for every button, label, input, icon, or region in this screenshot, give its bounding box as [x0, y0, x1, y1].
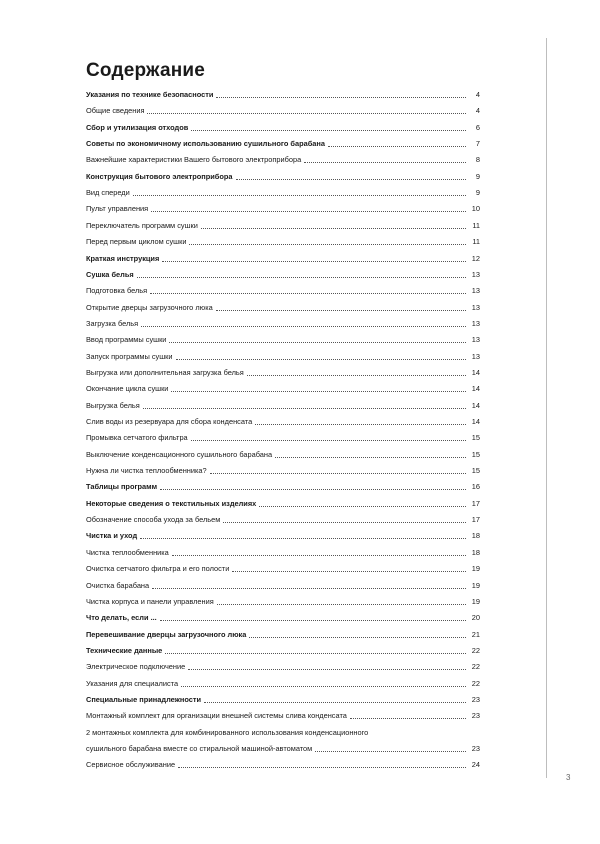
toc-entry [86, 429, 480, 443]
toc-entry [86, 266, 480, 280]
toc-entry-page: 11 [472, 220, 480, 230]
toc-entry-label: Краткая инструкция [86, 253, 160, 263]
toc-dot-leader [137, 276, 466, 278]
toc-dot-leader [223, 521, 466, 523]
toc-dot-leader [133, 194, 466, 196]
toc-entry-page: 23 [471, 744, 480, 753]
toc-entry-label: Слив воды из резервуара для сбора конденсата [86, 417, 253, 426]
toc-entry-page: 18 [471, 531, 480, 541]
toc-entry-page: 23 [471, 694, 480, 704]
toc-entry [86, 299, 480, 313]
toc-entry-label: Таблицы программ [86, 482, 158, 492]
toc-entry [86, 217, 480, 231]
toc-dot-leader [160, 619, 466, 621]
toc-dot-leader [217, 603, 466, 605]
toc-entry-label: Выгрузка или дополнительная загрузка белья [86, 367, 244, 377]
toc-entry [86, 102, 480, 116]
toc-entry [86, 609, 480, 623]
toc-entry [86, 478, 480, 492]
toc-dot-leader [191, 129, 466, 131]
toc-entry-page: 21 [471, 629, 480, 639]
toc-entry-page: 15 [471, 433, 480, 443]
toc-dot-leader [147, 112, 466, 114]
toc-dot-leader [204, 701, 466, 703]
toc-dot-leader [162, 260, 466, 262]
toc-entry [86, 200, 480, 214]
toc-dot-leader [188, 668, 466, 670]
toc-entry [86, 756, 480, 770]
toc-entry-page: 13 [471, 286, 480, 296]
toc-entry [86, 446, 480, 460]
toc-entry-label: Нужна ли чистка теплообменника? [86, 466, 207, 476]
toc-dot-leader [181, 685, 466, 687]
toc-entry-page: 12 [471, 253, 480, 263]
toc-entry-label: Указания для специалиста [86, 678, 179, 688]
toc-dot-leader [315, 750, 466, 752]
toc-dot-leader [178, 766, 466, 768]
toc-entry [86, 233, 480, 247]
toc-entry-label: Общие сведения [86, 106, 145, 116]
toc-entry [86, 151, 480, 165]
toc-entry-page: 19 [471, 596, 480, 606]
toc-entry [86, 724, 480, 738]
toc-entry-label: Перед первым циклом сушки [86, 237, 187, 247]
toc-entry-label: 2 монтажных комплекта для комбинированного использования конденсационного [86, 727, 369, 737]
toc-entry-page: 14 [471, 417, 480, 426]
toc-dot-leader [216, 309, 466, 311]
toc-entry-label: Вид спереди [86, 188, 130, 198]
toc-entry [86, 380, 480, 394]
toc-dot-leader [141, 325, 466, 327]
toc-entry [86, 168, 480, 182]
toc-dot-leader [328, 145, 466, 147]
toc-dot-leader [201, 227, 466, 229]
toc-entry-page: 17 [471, 498, 480, 508]
toc-entry-page: 17 [471, 515, 480, 525]
toc-entry [86, 527, 480, 541]
toc-dot-leader [350, 717, 466, 719]
toc-entry-label: Окончание цикла сушки [86, 384, 169, 394]
toc-entry-label: Специальные принадлежности [86, 694, 202, 704]
toc-entry-page: 23 [471, 711, 480, 721]
toc-dot-leader [160, 488, 466, 490]
toc-entry-page: 13 [471, 351, 480, 361]
toc-entry [86, 86, 480, 100]
toc-entry-label: Выключение конденсационного сушильного барабана [86, 449, 273, 459]
toc-entry [86, 560, 480, 574]
toc-dot-leader [259, 505, 466, 507]
toc-entry-label: Переключатель программ сушки [86, 220, 198, 230]
toc-entry [86, 184, 480, 198]
toc-entry-page: 7 [475, 139, 480, 149]
toc-entry [86, 740, 480, 754]
toc-entry-label: Что делать, если ... [86, 613, 157, 623]
toc-entry-page: 11 [472, 237, 480, 247]
side-page-number: 3 [566, 773, 571, 782]
toc-entry-label: Подготовка белья [86, 286, 148, 296]
toc-dot-leader [232, 570, 466, 572]
toc-entry [86, 658, 480, 672]
toc-entry-label: Загрузка белья [86, 318, 139, 328]
toc-dot-leader [151, 210, 466, 212]
toc-entry-label: Обозначение способа ухода за бельем [86, 515, 221, 525]
toc-entry-label: Промывка сетчатого фильтра [86, 433, 188, 443]
toc-entry-label: Указания по технике безопасности [86, 90, 214, 99]
toc-entry [86, 397, 480, 411]
toc-entry-label: Запуск программы сушки [86, 351, 173, 361]
toc-entry-page: 13 [471, 302, 480, 312]
toc-dot-leader [152, 587, 466, 589]
toc-entry-page: 19 [471, 580, 480, 590]
toc-dot-leader [172, 554, 466, 556]
toc-entry [86, 250, 480, 264]
toc-entry-label: Ввод программы сушки [86, 335, 167, 345]
toc-entry-label: Технические данные [86, 645, 163, 655]
page-frame-line [546, 38, 547, 778]
toc-entry-page: 14 [471, 384, 480, 394]
page-title: Содержание [86, 60, 206, 81]
toc-entry-label: сушильного барабана вместе со стиральной машиной-автоматом [86, 744, 313, 753]
toc-entry [86, 707, 480, 721]
toc-entry [86, 331, 480, 345]
toc-entry [86, 364, 480, 378]
toc-entry-page: 8 [475, 155, 480, 165]
toc-entry-page: 16 [471, 482, 480, 492]
toc-dot-leader [140, 537, 466, 539]
toc-entry-page: 19 [471, 564, 480, 574]
toc-entry-page: 4 [475, 90, 480, 99]
toc-entry-label: Сушка белья [86, 269, 134, 279]
toc-entry [86, 675, 480, 689]
toc-entry-page: 13 [471, 335, 480, 345]
toc-entry [86, 691, 480, 705]
toc-entry-page: 22 [471, 662, 480, 672]
toc-entry-page: 22 [471, 678, 480, 688]
toc-dot-leader [255, 423, 466, 425]
toc-dot-leader [169, 341, 466, 343]
toc-dot-leader [176, 358, 466, 360]
toc-entry [86, 462, 480, 476]
toc-entry [86, 642, 480, 656]
toc-entry [86, 315, 480, 329]
toc-entry-label: Сервисное обслуживание [86, 760, 176, 770]
toc-entry-label: Конструкция бытового электроприбора [86, 171, 233, 181]
toc-entry-page: 13 [471, 318, 480, 328]
toc-entry [86, 282, 480, 296]
toc-dot-leader [236, 178, 467, 180]
toc-entry-page: 9 [475, 188, 480, 198]
toc-entry-label: Очистка барабана [86, 580, 150, 590]
toc-entry-page: 24 [471, 760, 480, 770]
toc-dot-leader [275, 456, 466, 458]
toc-dot-leader [171, 390, 466, 392]
toc-dot-leader [247, 374, 466, 376]
toc-entry-label: Перевешивание дверцы загрузочного люка [86, 629, 247, 639]
toc-dot-leader [249, 636, 466, 638]
toc-entry-page: 15 [471, 466, 480, 476]
toc-entry-label: Некоторые сведения о текстильных изделиях [86, 498, 257, 508]
toc-entry-page: 18 [471, 547, 480, 557]
toc-entry-page: 20 [471, 613, 480, 623]
toc-dot-leader [304, 161, 466, 163]
toc-entry-label: Монтажный комплект для организации внешней системы слива конденсата [86, 711, 347, 721]
toc-entry-page: 10 [471, 204, 480, 214]
toc-entry-page: 4 [475, 106, 480, 116]
toc-entry-label: Советы по экономичному использованию сушильного барабана [86, 139, 325, 149]
toc-entry-label: Открытие дверцы загрузочного люка [86, 302, 213, 312]
toc-entry-page: 14 [471, 367, 480, 377]
toc-dot-leader [189, 243, 466, 245]
toc-dot-leader [143, 407, 466, 409]
toc-entry-page: 15 [471, 449, 480, 459]
toc-entry-label: Важнейшие характеристики Вашего бытового электроприбора [86, 155, 302, 165]
toc-dot-leader [210, 472, 466, 474]
toc-entry-label: Электрическое подключение [86, 662, 186, 672]
toc-entry [86, 135, 480, 149]
toc-entry [86, 413, 480, 427]
toc-entry-label: Чистка корпуса и панели управления [86, 596, 214, 606]
toc-entry-page: 6 [475, 122, 480, 132]
toc-entry [86, 577, 480, 591]
toc-entry [86, 119, 480, 133]
toc-entry [86, 495, 480, 509]
toc-entry-label: Выгрузка белья [86, 400, 140, 410]
toc-entry-label: Чистка теплообменника [86, 547, 169, 557]
toc-dot-leader [191, 439, 466, 441]
toc-entry-page: 13 [471, 269, 480, 279]
toc-entry [86, 544, 480, 558]
toc-dot-leader [150, 292, 466, 294]
toc-entry [86, 348, 480, 362]
toc-entry-label: Сбор и утилизация отходов [86, 122, 189, 132]
toc-dot-leader [165, 652, 466, 654]
toc-dot-leader [216, 96, 466, 98]
toc-entry-page: 22 [471, 645, 480, 655]
toc-entry [86, 511, 480, 525]
toc-entry-label: Пульт управления [86, 204, 149, 214]
toc-entry-page: 14 [471, 400, 480, 410]
toc-entry-label: Чистка и уход [86, 531, 138, 541]
toc-entry-page: 9 [475, 171, 480, 181]
toc-entry [86, 593, 480, 607]
toc-entry-label: Очистка сетчатого фильтра и его полости [86, 564, 230, 574]
toc-entry [86, 626, 480, 640]
